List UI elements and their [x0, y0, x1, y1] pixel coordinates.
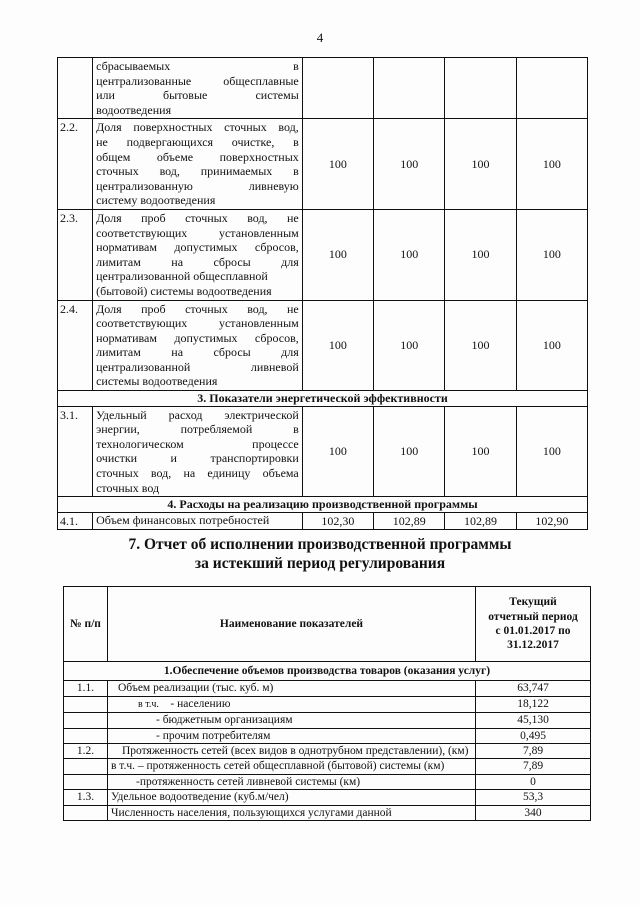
indicators-table — [57, 57, 588, 530]
row-number: 1.3. — [64, 790, 108, 805]
row-name: в т.ч. - населению — [108, 696, 476, 712]
report-table — [63, 586, 591, 821]
row-value: 18,122 — [476, 696, 591, 712]
header-number: № п/п — [64, 587, 108, 662]
row-name: в т.ч. – протяженность сетей общесплавной (бытовой) системы (км) — [108, 759, 476, 774]
row-number: 2.2. — [58, 119, 93, 210]
header-name: Наименование показателей — [108, 587, 476, 662]
section-heading: 4. Расходы на реализацию производственной программы — [58, 497, 588, 513]
section-row — [58, 391, 588, 407]
value-cell: 100 — [302, 300, 373, 391]
value-cell: 100 — [445, 119, 516, 210]
page-number: 4 — [316, 30, 324, 45]
value-cell: 100 — [516, 406, 587, 497]
table-row — [64, 744, 591, 759]
row-name: Объем реализации (тыс. куб. м) — [108, 681, 476, 696]
section-heading: 3. Показатели энергетической эффективности — [58, 391, 588, 407]
section-row — [64, 662, 591, 681]
row-name: - бюджетным организациям — [108, 713, 476, 728]
row-number — [58, 58, 93, 119]
row-value: 0,495 — [476, 728, 591, 743]
row-value: 7,89 — [476, 744, 591, 759]
row-number: 1.1. — [64, 681, 108, 696]
row-description: Удельный расход электрической энергии, потребляемой в технологическом процессе очистки и транспортировки сточных вод, на единицу объема сточных вод — [93, 406, 303, 497]
row-name: Протяженность сетей (всех видов в однотрубном представлении), (км) — [108, 744, 476, 759]
row-description: сбрасываемых в централизованные общесплавные или бытовые системы водоотведения — [93, 58, 303, 119]
row-number: 2.4. — [58, 300, 93, 391]
table-row — [58, 119, 588, 210]
row-number: 3.1. — [58, 406, 93, 497]
value-cell: 100 — [302, 406, 373, 497]
value-cell: 102,30 — [302, 512, 373, 530]
row-number: 2.3. — [58, 209, 93, 300]
row-description: Доля проб сточных вод, не соответствующих установленным нормативам допустимых сбросов, лимитам на сбросы для централизованной общесплавной (бытовой) системы водоотведения — [93, 209, 303, 300]
row-number: 4.1. — [58, 512, 93, 530]
value-cell: 102,90 — [516, 512, 587, 530]
table-row — [58, 300, 588, 391]
value-cell: 102,89 — [445, 512, 516, 530]
row-number: 1.2. — [64, 744, 108, 759]
value-cell: 100 — [374, 300, 445, 391]
table-row — [64, 774, 591, 789]
header-period: Текущий отчетный период с 01.01.2017 по 31.12.2017 — [476, 587, 591, 662]
row-value: 63,747 — [476, 681, 591, 696]
row-value: 0 — [476, 774, 591, 789]
section-heading: 1.Обеспечение объемов производства товаров (оказания услуг) — [64, 662, 591, 681]
value-cell: 100 — [302, 209, 373, 300]
table-row — [58, 406, 588, 497]
row-name: - прочим потребителям — [108, 728, 476, 743]
row-name: Удельное водоотведение (куб.м/чел) — [108, 790, 476, 805]
row-description: Объем финансовых потребностей — [93, 512, 303, 530]
table-row — [58, 512, 588, 530]
value-cell: 100 — [374, 119, 445, 210]
value-cell: 100 — [445, 300, 516, 391]
section-row — [58, 497, 588, 513]
section-7-title: 7. Отчет об исполнении производственной программы за истекший период регулирования — [128, 536, 512, 572]
row-name: Численность населения, пользующихся услугами данной — [108, 805, 476, 820]
table-header-row — [64, 587, 591, 662]
table-row — [58, 209, 588, 300]
value-cell: 100 — [374, 406, 445, 497]
row-description: Доля проб сточных вод, не соответствующих установленным нормативам допустимых сбросов, лимитам на сбросы для централизованной ливневой системы водоотведения — [93, 300, 303, 391]
value-cell: 100 — [445, 209, 516, 300]
row-description: Доля поверхностных сточных вод, не подвергающихся очистке, в общем объеме поверхностных сточных вод, принимаемых в централизованную ливневую систему водоотведения — [93, 119, 303, 210]
row-value: 45,130 — [476, 713, 591, 728]
value-cell: 100 — [516, 209, 587, 300]
value-cell: 102,89 — [374, 512, 445, 530]
table-row — [64, 681, 591, 696]
row-value: 7,89 — [476, 759, 591, 774]
row-value: 53,3 — [476, 790, 591, 805]
table-row — [64, 696, 591, 712]
table-row — [64, 790, 591, 805]
value-cell: 100 — [302, 119, 373, 210]
value-cell: 100 — [516, 119, 587, 210]
value-cell: 100 — [445, 406, 516, 497]
table-row — [58, 58, 588, 119]
value-cell: 100 — [516, 300, 587, 391]
table-row — [64, 713, 591, 728]
table-row — [64, 805, 591, 820]
table-row — [64, 759, 591, 774]
row-value: 340 — [476, 805, 591, 820]
table-row — [64, 728, 591, 743]
value-cell: 100 — [374, 209, 445, 300]
row-name: -протяженность сетей ливневой системы (км) — [108, 774, 476, 789]
